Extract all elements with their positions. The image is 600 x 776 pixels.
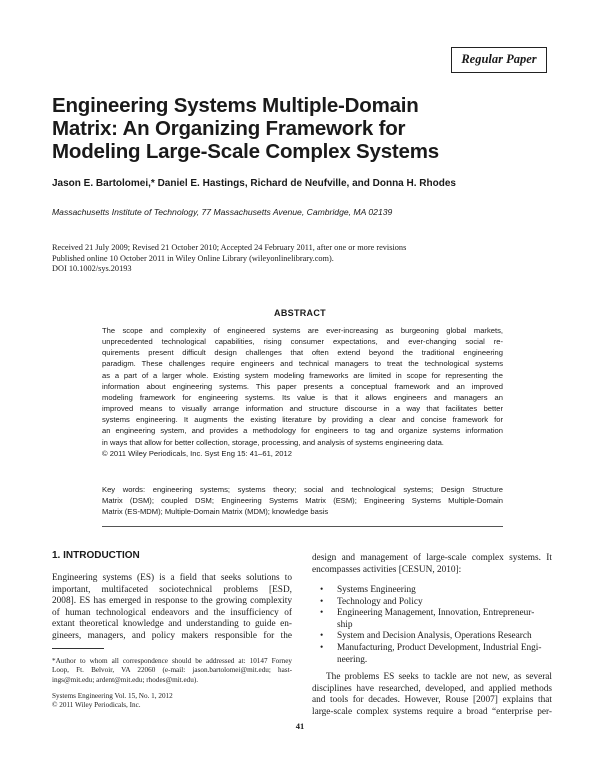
- abstract-line: paradigm. These challenges require engineers and technical managers to treat the technological systems: [102, 359, 503, 369]
- body-line: The problems ES seeks to tackle are not new, as several: [326, 672, 552, 682]
- abstract-line: quirements present difficult design challenges that often extend beyond the traditional engineering: [102, 348, 503, 358]
- body-line: gineers, managers, and policy makers responsible for the: [52, 630, 292, 641]
- abstract-heading: ABSTRACT: [274, 308, 326, 318]
- footnote: [52, 657, 292, 685]
- bullet-icon: •: [320, 631, 324, 642]
- bullet-icon: •: [320, 596, 324, 607]
- footnote-line: ings@mit.edu; ardent@mit.edu; rhodes@mit.edu).: [52, 675, 199, 684]
- abstract-line: information about engineering systems. This paper presents a conceptual framework and an improved: [102, 381, 503, 391]
- list-item-text: Systems Engineering: [337, 585, 416, 595]
- list-item: [312, 643, 552, 666]
- paper-title: [52, 94, 552, 163]
- body-line: 2008]. ES has emerged in response to the growing complexity: [52, 596, 292, 607]
- keywords: [102, 484, 503, 517]
- author-list: Jason E. Bartolomei,* Daniel E. Hastings, Richard de Neufville, and Donna H. Rhodes: [52, 178, 456, 189]
- abstract-line: systems engineering. It augments the existing literature by providing a clear and concise framework for: [102, 415, 503, 425]
- list-item-text: System and Decision Analysis, Operations Research: [337, 631, 532, 642]
- list-item: [312, 585, 552, 597]
- title-line: Modeling Large-Scale Complex Systems: [52, 140, 439, 163]
- right-column-paragraph: [312, 672, 552, 718]
- title-line: Matrix: An Organizing Framework for: [52, 117, 406, 140]
- list-item-text: neering.: [337, 654, 368, 665]
- keywords-line: Key words: engineering systems; systems theory; social and technological systems; Design Structure: [102, 485, 503, 494]
- abstract-line: as a part of a larger whole. Existing system modeling frameworks are limited in scope for representing the: [102, 370, 503, 380]
- abstract-line: in ways that allow for better collection, storage, processing, and analysis of systems engineering data.: [102, 437, 444, 447]
- bullet-icon: •: [320, 608, 324, 619]
- paper-type-badge: Regular Paper: [451, 47, 547, 73]
- received-line: Received 21 July 2009; Revised 21 October 2010; Accepted 24 February 2011, after one or more revisions: [52, 243, 407, 252]
- abstract-line: an engineering system, and provides a methodology for engineers to tag and organize systems information: [102, 426, 503, 436]
- abstract-line: unprecedented technological capabilities, rising consumer expectations, and ever-changing social re-: [102, 337, 503, 347]
- body-line: important, multifaceted sociotechnical problems [ESD,: [52, 584, 292, 595]
- abstract-line: The scope and complexity of engineered systems are ever-increasing as burgeoning global markets,: [102, 326, 503, 335]
- list-item: [312, 631, 552, 643]
- list-item-text: Engineering Management, Innovation, Entrepreneur-: [337, 608, 535, 619]
- abstract-line: improved means to visually arrange information and structure discourse in a way that facilitates better: [102, 404, 503, 414]
- journal-info: [52, 692, 173, 711]
- body-line: design and management of large-scale complex systems. It: [312, 553, 552, 563]
- body-line: extant theoretical knowledge and understanding to guide en-: [52, 619, 292, 630]
- bullet-icon: •: [320, 585, 324, 595]
- body-line: and tools for decades. However, Rouse [2007] explains that: [312, 695, 552, 706]
- published-line: Published online 10 October 2011 in Wiley Online Library (wileyonlinelibrary.com).: [52, 253, 334, 263]
- affiliation: Massachusetts Institute of Technology, 77 Massachusetts Avenue, Cambridge, MA 02139: [52, 207, 393, 217]
- footnote-line: Loop, Ft. Belvoir, VA 22060 (e-mail: jason.bartolomei@mit.edu; hast-: [52, 666, 292, 675]
- doi-line: DOI 10.1002/sys.20193: [52, 264, 132, 273]
- body-line: large-scale complex systems require a broad “enterprise per-: [312, 706, 552, 717]
- body-line: Engineering systems (ES) is a field that seeks solutions to: [52, 573, 292, 583]
- bullet-icon: •: [320, 642, 324, 653]
- activity-list: [312, 585, 552, 666]
- footnote-line: *Author to whom all correspondence should be addressed at: 10147 Forney: [52, 657, 292, 665]
- footnote-divider: [52, 648, 104, 649]
- section-heading: 1. INTRODUCTION: [52, 550, 140, 561]
- journal-line: Systems Engineering Vol. 15, No. 1, 2012: [52, 692, 173, 700]
- publication-dates: [52, 243, 406, 275]
- abstract-line: modeling framework for engineering systems. Its value is that it allows engineers and managers an: [102, 392, 503, 402]
- copyright-line: © 2011 Wiley Periodicals, Inc. Syst Eng 15: 41–61, 2012: [102, 448, 292, 458]
- journal-line: © 2011 Wiley Periodicals, Inc.: [52, 701, 141, 710]
- list-item: [312, 597, 552, 609]
- body-line: of human technological endeavors and the insufficiency of: [52, 607, 292, 618]
- body-line: encompasses activities [CESUN, 2010]:: [312, 564, 462, 575]
- title-line: Engineering Systems Multiple-Domain: [52, 94, 419, 117]
- list-item-text: Manufacturing, Product Development, Industrial Engi-: [337, 642, 542, 653]
- body-line: disciplines have researched, developed, and applied methods: [312, 683, 552, 694]
- list-item-text: Technology and Policy: [337, 596, 423, 607]
- keywords-line: Matrix (DSM); coupled DSM; Engineering Systems Matrix (ESM); Engineering Systems Multiple-Domain: [102, 496, 503, 506]
- list-item: [312, 608, 552, 631]
- list-item-text: ship: [337, 619, 353, 630]
- abstract-divider: [102, 526, 503, 527]
- intro-paragraph: [52, 573, 292, 643]
- abstract-body: [102, 325, 503, 459]
- keywords-line: Matrix (ES-MDM); Multiple-Domain Matrix (MDM); knowledge basis: [102, 507, 329, 517]
- right-column-intro: [312, 553, 552, 576]
- page-number: 41: [295, 721, 305, 731]
